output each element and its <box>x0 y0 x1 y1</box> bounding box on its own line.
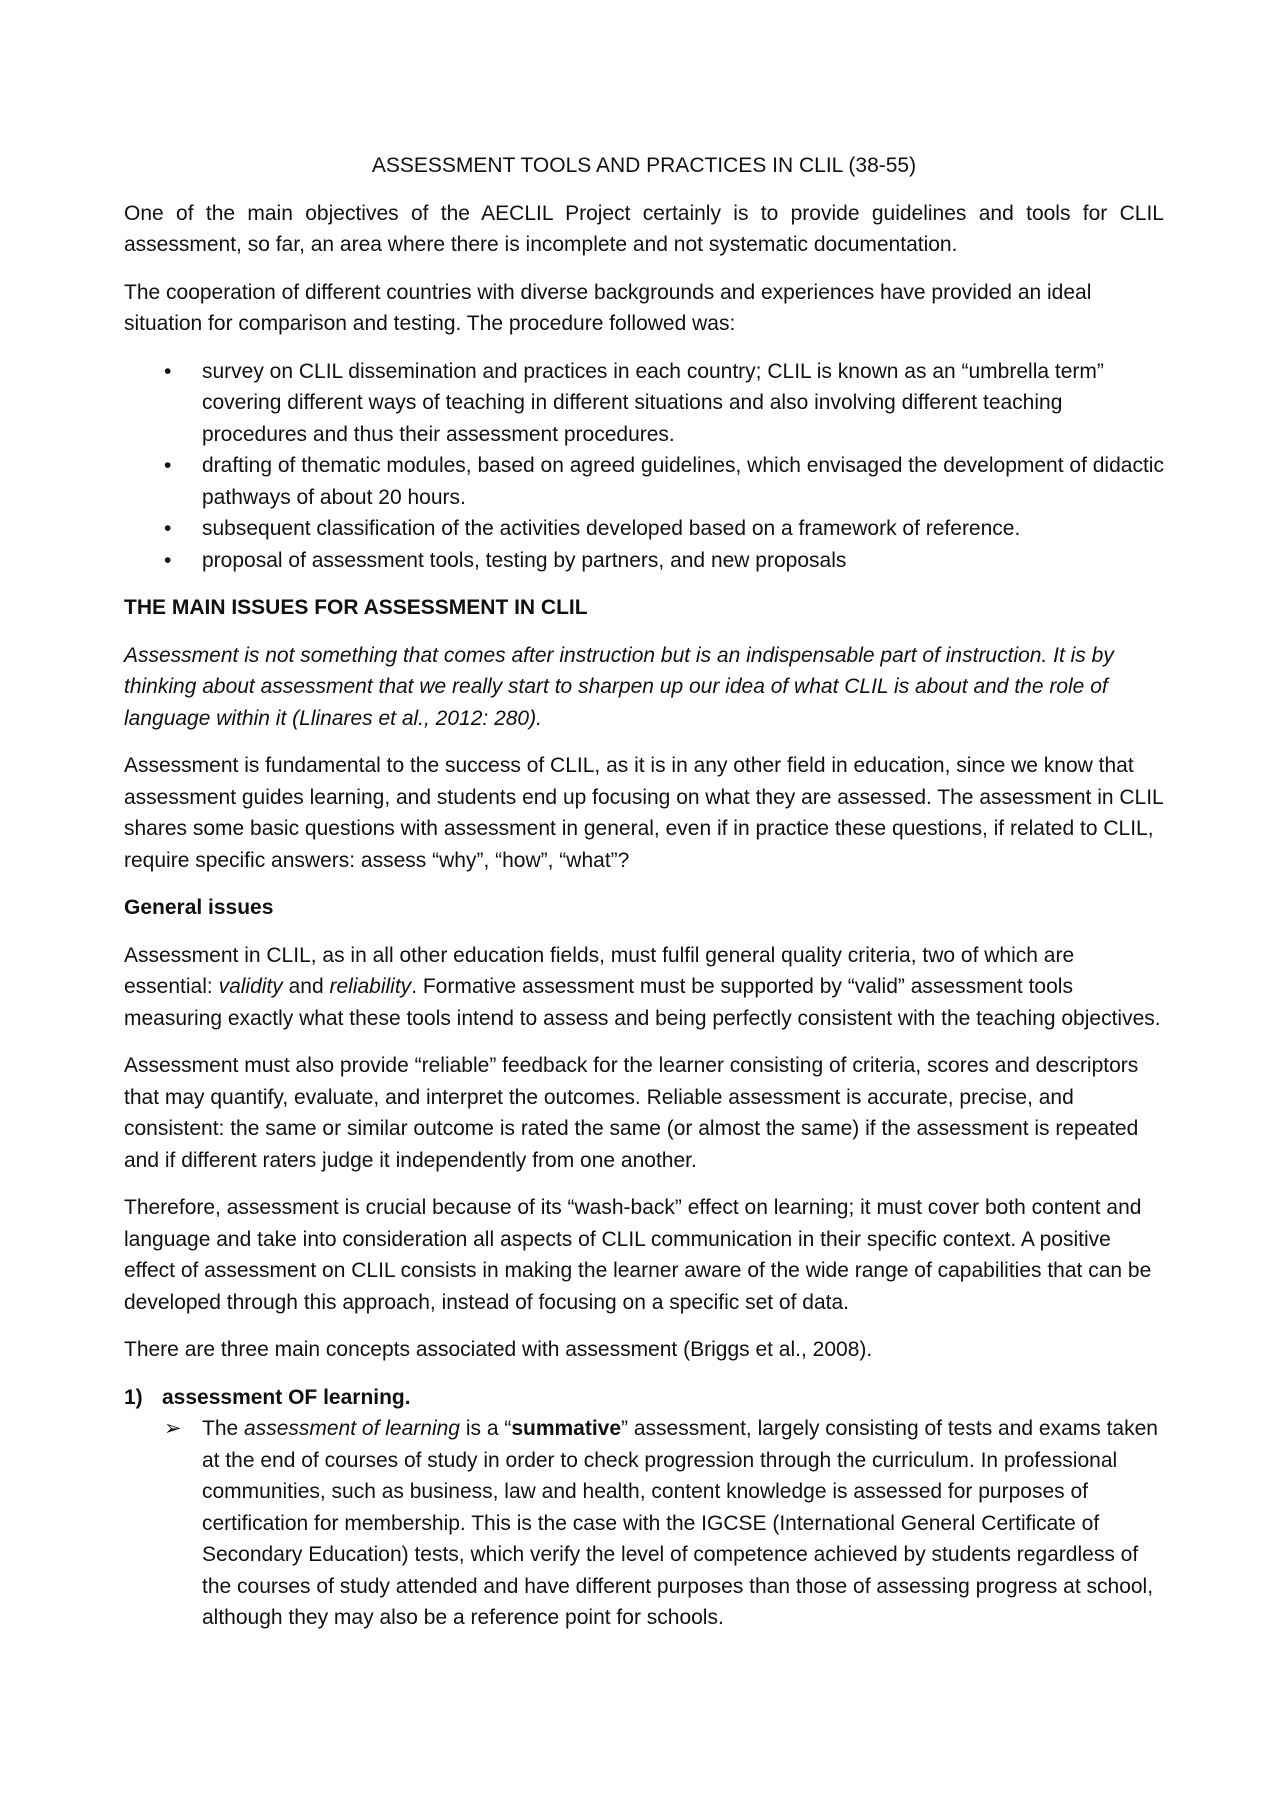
general-paragraph-2: Assessment must also provide “reliable” feedback for the learner consisting of criteria, scores and descriptors that may quantify, evaluate, and interpret the outcomes. Reliable assessment is accurate, precise, and consistent: the same or similar outcome is rated the same (or almost the same) if the assessment is repeated and if different raters judge it independently from one another. <box>124 1054 1139 1172</box>
list-item-text: subsequent classification of the activities developed based on a framework of reference. <box>202 517 1021 540</box>
quote-paragraph: Assessment is not something that comes after instruction but is an indispensable part of instruction. It is by thinking about assessment that we really start to sharpen up our idea of what CLIL is about and the role of language within it (Llinares et al., 2012: 280). <box>124 643 1114 730</box>
fundamental-paragraph: Assessment is fundamental to the success of CLIL, as it is in any other field in education, since we know that assessment guides learning, and students end up focusing on what they are assessed. The assessment in CLIL shares some basic questions with assessment in general, even if in practice these questions, if related to CLIL, require specific answers: assess “why”, “how”, “what”? <box>124 754 1163 872</box>
bullet-icon: • <box>164 517 172 540</box>
list-item <box>124 450 1164 513</box>
list-item-text: proposal of assessment tools, testing by partners, and new proposals <box>202 548 847 572</box>
concept-1-text-pre: The <box>202 1417 245 1440</box>
general-p1-part2: . Formative assessment must be supported by “valid” assessment tools measuring exactly what these tools intend to assess and being perfectly consistent with the teaching objectives. <box>124 975 1161 1030</box>
general-p1-part1: Assessment in CLIL, as in all other education fields, must fulfil general quality criteria, two of which are essential: <box>124 943 1075 998</box>
concept-1-description <box>124 1413 1164 1634</box>
bullet-icon: • <box>164 454 172 477</box>
concept-1-text-post: ” assessment, largely consisting of tests and exams taken at the end of courses of study in order to check progression through the curriculum. In professional communities, such as business, law and health, content knowledge is assessed for purposes of certification for membership. This is the case with the IGCSE (International General Certificate of Secondary Education) tests, which verify the level of competence achieved by students regardless of the courses of study attended and have different purposes than those of assessing progress at school, although they may also be a reference point for schools. <box>202 1417 1158 1629</box>
concept-1-bold-term: summative <box>511 1417 622 1440</box>
list-item-text: survey on CLIL dissemination and practices in each country; CLIL is known as an “umbrella term” covering different ways of teaching in different situations and also involving different teaching procedures and thus their assessment procedures. <box>202 359 1104 446</box>
list-item <box>124 356 1164 451</box>
intro-paragraph-2: The cooperation of different countries with diverse backgrounds and experiences have provided an ideal situation for comparison and testing. The procedure followed was: <box>124 280 1092 335</box>
concept-1-number: 1) <box>124 1385 143 1409</box>
general-paragraph-1 <box>124 940 1164 1035</box>
document-page <box>124 150 1164 1634</box>
section-heading-main-issues: THE MAIN ISSUES FOR ASSESSMENT IN CLIL <box>124 596 588 619</box>
concept-1-text-mid: is a “ <box>459 1417 512 1440</box>
concept-1-italic-term: assessment of learning <box>244 1417 460 1440</box>
section-heading-general-issues: General issues <box>124 896 274 919</box>
list-item-text: drafting of thematic modules, based on agreed guidelines, which envisaged the development of didactic pathways of about 20 hours. <box>202 454 1164 509</box>
bullet-icon: • <box>164 359 172 383</box>
procedure-list <box>124 356 1164 577</box>
intro-paragraph-1: One of the main objectives of the AECLIL Project certainly is to provide guidelines and tools for CLIL assessment, so far, an area where there is incomplete and not systematic documentation. <box>124 201 1164 256</box>
validity-term: validity <box>218 975 283 998</box>
bullet-icon: • <box>164 548 172 572</box>
list-item <box>124 545 1164 577</box>
concept-1-label: assessment OF learning. <box>162 1385 411 1409</box>
concepts-intro: There are three main concepts associated with assessment (Briggs et al., 2008). <box>124 1338 873 1361</box>
general-paragraph-3: Therefore, assessment is crucial because of its “wash-back” effect on learning; it must cover both content and language and take into consideration all aspects of CLIL communication in their specific context. A positive effect of assessment on CLIL consists in making the learner aware of the wide range of capabilities that can be developed through this approach, instead of focusing on a specific set of data. <box>124 1196 1152 1314</box>
general-p1-and: and <box>282 975 330 998</box>
document-title: ASSESSMENT TOOLS AND PRACTICES IN CLIL (38-55) <box>371 154 917 177</box>
list-item <box>124 513 1164 545</box>
arrow-bullet-icon: ➢ <box>164 1416 182 1440</box>
reliability-term: reliability <box>329 975 412 998</box>
concept-1-heading <box>124 1382 1164 1414</box>
